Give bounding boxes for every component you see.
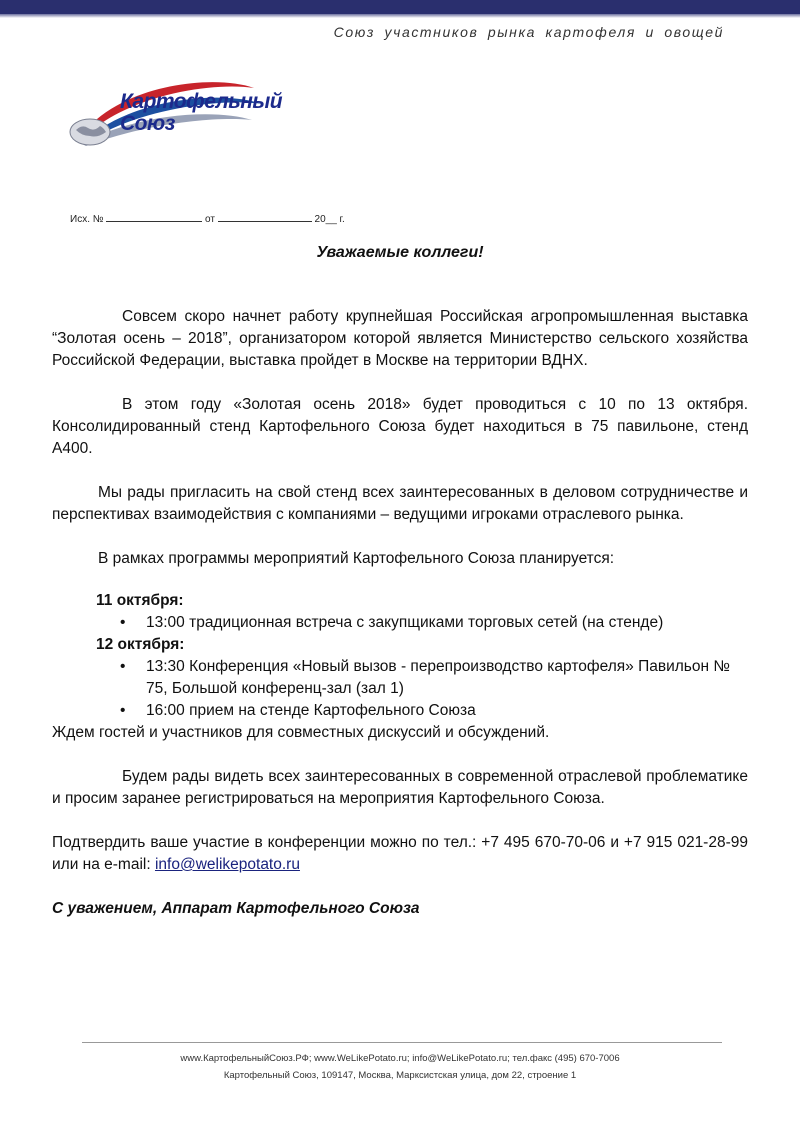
paragraph-invitation: Мы рады пригласить на свой стенд всех заинтересованных в деловом сотрудничестве и перспективах взаимодействия с компаниями – ведущими игроками отраслевого рынка. [52, 484, 748, 523]
contacts-text: Подтвердить ваше участие в конференции можно по тел.: +7 495 670-70-06 и +7 915 021-28-99 или на e-mail: [52, 834, 748, 873]
salutation: Уважаемые коллеги! [316, 244, 484, 261]
paragraph-exhibition: Совсем скоро начнет работу крупнейшая Российская агропромышленная выставка “Золотая осень – 2018”, организатором которой является Министерство сельского хозяйства Российской Федерации, выставка пройдет в Москве на территории ВДНХ. [52, 308, 748, 369]
outgoing-number-label: Исх. № [70, 214, 104, 225]
outgoing-number-blank [106, 211, 202, 222]
event-item: • 16:00 прием на стенде Картофельного Союза [52, 700, 748, 722]
footer-contacts: www.КартофельныйСоюз.РФ; www.WeLikePotato.ru; info@WeLikePotato.ru; тел.факс (495) 670-7006 [180, 1053, 620, 1064]
outgoing-number-line [70, 211, 345, 225]
day-1-events [52, 612, 748, 634]
letter-body [52, 306, 748, 920]
paragraph-registration: Будем рады видеть всех заинтересованных в современной отраслевой проблематике и просим заранее регистрироваться на мероприятия Картофельного Союза. [52, 768, 748, 807]
footer-divider [82, 1042, 722, 1043]
program-day-1: 11 октября: [96, 592, 184, 609]
logo-text-line1: Картофельный [120, 90, 283, 113]
outgoing-date-blank [218, 211, 312, 222]
signature: С уважением, Аппарат Картофельного Союза [52, 900, 420, 917]
email-link[interactable]: info@welikepotato.ru [154, 856, 300, 873]
paragraph-program-intro: В рамках программы мероприятий Картофельного Союза планируется: [98, 550, 615, 567]
paragraph-guests: Ждем гостей и участников для совместных дискуссий и обсуждений. [52, 724, 550, 741]
logo-text-line2: Союз [120, 112, 175, 135]
paragraph-contacts [52, 832, 748, 876]
outgoing-year-label: 20__ г. [314, 214, 345, 225]
paragraph-dates: В этом году «Золотая осень 2018» будет проводиться с 10 по 13 октября. Консолидированный стенд Картофельного Союза будет находиться в 75 павильоне, стенд А400. [52, 396, 748, 457]
potato-union-logo [64, 74, 283, 164]
program-day-2: 12 октября: [96, 636, 185, 653]
outgoing-from-label: от [205, 214, 215, 225]
footer-address: Картофельный Союз, 109147, Москва, Марксистская улица, дом 22, строение 1 [223, 1070, 577, 1081]
union-full-name: Союз участников рынка картофеля и овощей [333, 24, 724, 40]
event-item: • 13:00 традиционная встреча с закупщиками торговых сетей (на стенде) [52, 612, 748, 634]
day-2-events [52, 656, 748, 722]
top-color-bar-fade [0, 14, 800, 18]
top-color-bar [0, 0, 800, 14]
event-item: • 13:30 Конференция «Новый вызов - перепроизводство картофеля» Павильон № 75, Большой конференц-зал (зал 1) [52, 656, 748, 700]
